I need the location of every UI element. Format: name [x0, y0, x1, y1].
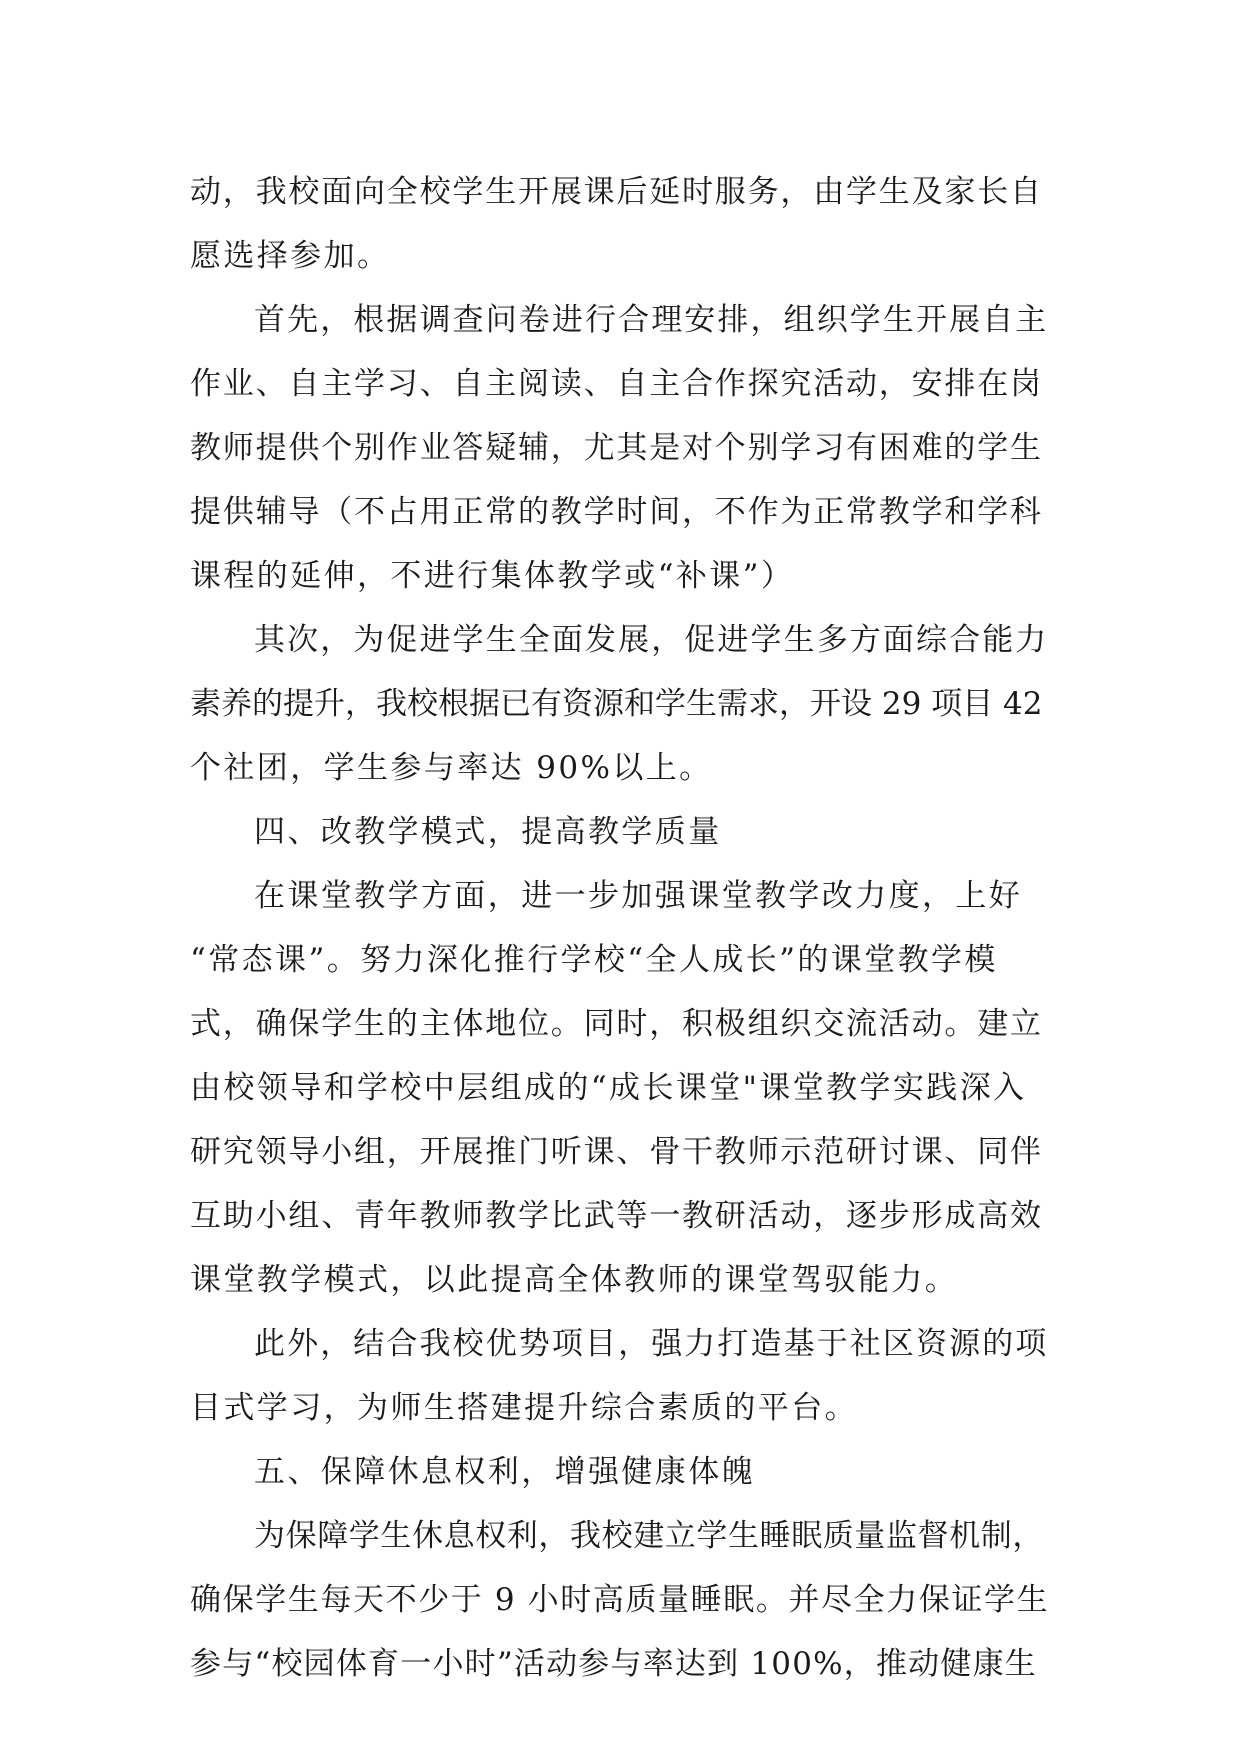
paragraph-start-line: 在课堂教学方面，进一步加强课堂教学改力度，上好	[254, 878, 1023, 914]
section-heading: 四、改教学模式，提高教学质量	[254, 814, 722, 850]
section-heading: 五、保障休息权利，增强健康体魄	[254, 1454, 755, 1490]
text-line: 素养的提升，我校根据已有资源和学生需求，开设 29 项目 42	[190, 686, 1043, 722]
text-line: 研究领导小组，开展推门听课、骨干教师示范研讨课、同伴	[190, 1134, 1043, 1170]
paragraph-start-line: 为保障学生休息权利，我校建立学生睡眠质量监督机制，	[254, 1518, 1044, 1554]
text-line: 教师提供个别作业答疑辅，尤其是对个别学习有困难的学生	[190, 430, 1043, 466]
text-line: 由校领导和学校中层组成的“成长课堂"课堂教学实践深入	[190, 1070, 1027, 1106]
text-line: 作业、自主学习、自主阅读、自主合作探究活动，安排在岗	[190, 366, 1043, 402]
text-line: 目式学习，为师生搭建提升综合素质的平台。	[190, 1390, 858, 1426]
paragraph-start-line: 此外，结合我校优势项目，强力打造基于社区资源的项	[254, 1326, 1049, 1362]
text-line: 确保学生每天不少于 9 小时高质量睡眠。并尽全力保证学生	[190, 1582, 1050, 1618]
text-line: 课程的延伸，不进行集体教学或“补课”）	[190, 558, 795, 594]
text-line: 个社团，学生参与率达 90%以上。	[190, 750, 713, 786]
text-line: 愿选择参加。	[190, 238, 391, 274]
text-line: 参与“校园体育一小时”活动参与率达到 100%，推动健康生	[190, 1646, 1037, 1682]
text-line: “常态课”。努力深化推行学校“全人成长”的课堂教学模	[190, 942, 998, 978]
text-line: 提供辅导（不占用正常的教学时间，不作为正常教学和学科	[190, 494, 1043, 530]
text-line: 互助小组、青年教师教学比武等一教研活动，逐步形成高效	[190, 1198, 1043, 1234]
text-line: 式，确保学生的主体地位。同时，积极组织交流活动。建立	[190, 1006, 1043, 1042]
paragraph-start-line: 其次，为促进学生全面发展，促进学生多方面综合能力	[254, 622, 1049, 658]
text-line: 动，我校面向全校学生开展课后延时服务，由学生及家长自	[190, 174, 1043, 210]
text-line: 课堂教学模式，以此提高全体教师的课堂驾驭能力。	[190, 1262, 959, 1298]
paragraph-start-line: 首先，根据调查问卷进行合理安排，组织学生开展自主	[254, 302, 1049, 338]
